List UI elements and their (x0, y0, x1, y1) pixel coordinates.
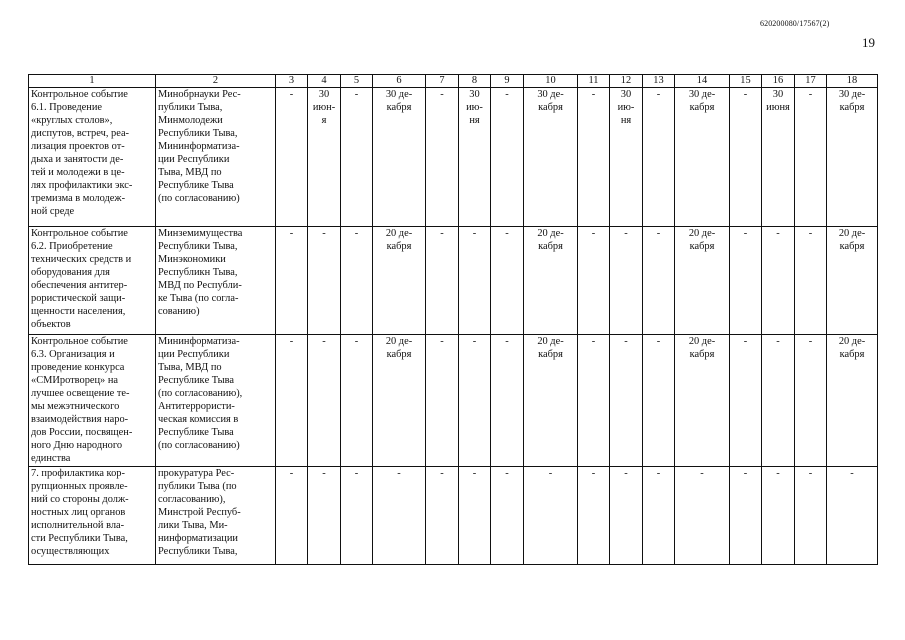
cell-line: - (505, 468, 509, 479)
cell-line: проведение конкурса (31, 362, 125, 373)
cell-line: тремизма в молодеж- (31, 193, 126, 204)
cell-line: ции Республики (158, 349, 230, 360)
column-header: 7 (426, 75, 459, 88)
deadline-cell (643, 467, 675, 565)
cell-line: согласованию), (158, 494, 226, 505)
cell-line: кабря (689, 102, 715, 113)
cell-line: - (289, 89, 294, 100)
document-id: 620200080/17567(2) (760, 19, 830, 28)
cell-line: - (808, 228, 813, 239)
deadline-cell (762, 227, 795, 335)
deadline-cell (643, 88, 675, 227)
cell-line: рупционных проявле- (31, 481, 128, 492)
cell-line: - (354, 89, 359, 100)
cell-line: кабря (538, 241, 563, 252)
column-header: 14 (675, 75, 730, 88)
cell-line: Минобрнауки Рес- (158, 89, 241, 100)
cell-line: диспутов, встреч, реа- (31, 128, 130, 139)
cell-line: ного Дню народного (31, 440, 123, 451)
deadline-cell (578, 227, 610, 335)
column-header: 11 (578, 75, 610, 88)
cell-line: 20 де- (385, 336, 413, 347)
table-row (29, 88, 878, 227)
column-header: 12 (610, 75, 643, 88)
cell-line: дыха и занятости де- (31, 154, 124, 165)
deadline-cell (308, 88, 341, 227)
cell-line: объектов (31, 319, 71, 330)
deadline-cell (762, 467, 795, 565)
deadline-cell (643, 227, 675, 335)
deadline-cell (308, 335, 341, 467)
cell-line: - (743, 228, 748, 239)
deadline-cell (459, 88, 491, 227)
schedule-table (28, 74, 878, 565)
executors-cell (156, 227, 276, 335)
cell-line: ции Республики (158, 154, 230, 165)
cell-line: лях профилактики экс- (31, 180, 133, 191)
cell-line: 30 де- (838, 89, 866, 100)
deadline-cell (524, 227, 578, 335)
deadline-cell (276, 88, 308, 227)
cell-line: (по согласованию), (158, 388, 243, 399)
cell-line: - (776, 228, 780, 239)
cell-line: - (591, 89, 596, 100)
cell-line: кабря (538, 102, 563, 113)
cell-line: - (289, 336, 294, 347)
cell-line: 30 де- (385, 89, 413, 100)
cell-line: 6.1. Проведение (31, 102, 103, 113)
page-number: 19 (862, 35, 875, 50)
cell-line: (по согласованию) (158, 440, 240, 451)
cell-line: - (700, 468, 704, 479)
event-cell (29, 467, 156, 565)
cell-line: - (354, 228, 359, 239)
cell-line: «круглых столов», (31, 115, 113, 126)
cell-line: Минэкономики (158, 254, 226, 265)
cell-line: - (624, 468, 628, 479)
column-header: 8 (459, 75, 491, 88)
cell-line: - (656, 468, 661, 479)
cell-line: - (505, 89, 509, 100)
deadline-cell (491, 88, 524, 227)
deadline-cell (610, 467, 643, 565)
cell-line: ня (469, 115, 480, 126)
deadline-cell (276, 335, 308, 467)
deadline-cell (827, 88, 878, 227)
deadline-cell (341, 467, 373, 565)
cell-line: - (776, 468, 780, 479)
cell-line: оборудования для (31, 267, 110, 278)
deadline-cell (795, 467, 827, 565)
cell-line: дов России, посвящен- (31, 427, 133, 438)
deadline-cell (524, 467, 578, 565)
deadline-cell (795, 227, 827, 335)
deadline-cell (578, 467, 610, 565)
cell-line: нинформатизации (158, 533, 238, 544)
cell-line: ной среде (31, 206, 75, 217)
cell-line: 6.3. Организация и (31, 349, 115, 360)
cell-line: 20 де- (537, 336, 564, 347)
cell-line: лучшее освещение те- (31, 388, 130, 399)
cell-line: 20 де- (537, 228, 564, 239)
deadline-cell (373, 335, 426, 467)
cell-line: осуществляющих (31, 546, 110, 557)
deadline-cell (730, 88, 762, 227)
cell-line: 7. профилактика кор- (31, 468, 125, 479)
cell-line: - (440, 89, 444, 100)
cell-line: кабря (386, 349, 412, 360)
cell-line: Республики Тыва, (158, 546, 238, 557)
deadline-cell (578, 88, 610, 227)
deadline-cell (675, 88, 730, 227)
deadline-cell (341, 88, 373, 227)
cell-line: - (322, 228, 326, 239)
cell-line: прокуратура Рес- (158, 468, 235, 479)
cell-line: кабря (386, 102, 412, 113)
cell-line: ний со стороны долж- (31, 494, 129, 505)
cell-line: Тыва, МВД по (158, 362, 222, 373)
cell-line: 20 де- (385, 228, 413, 239)
cell-line: взаимодействия наро- (31, 414, 129, 425)
deadline-cell (610, 88, 643, 227)
cell-line: - (505, 228, 509, 239)
column-header: 9 (491, 75, 524, 88)
executors-cell (156, 88, 276, 227)
executors-cell (156, 335, 276, 467)
cell-line: - (354, 468, 359, 479)
deadline-cell (308, 227, 341, 335)
cell-line: - (472, 228, 477, 239)
cell-line: - (656, 89, 661, 100)
cell-line: лизация проектов от- (31, 141, 125, 152)
deadline-cell (675, 467, 730, 565)
deadline-cell (459, 467, 491, 565)
cell-line: - (656, 336, 661, 347)
cell-line: - (776, 336, 780, 347)
deadline-cell (426, 335, 459, 467)
deadline-cell (675, 227, 730, 335)
cell-line: МВД по Республи- (158, 280, 242, 291)
column-header: 1 (29, 75, 156, 88)
deadline-cell (341, 227, 373, 335)
cell-line: Республике Тыва (158, 427, 234, 438)
cell-line: - (440, 228, 444, 239)
cell-line: - (322, 468, 326, 479)
cell-line: Республике Тыва (158, 180, 234, 191)
column-header: 18 (827, 75, 878, 88)
cell-line: - (591, 228, 596, 239)
cell-line: ке Тыва (по согла- (158, 293, 239, 304)
cell-line: Контрольное событие (31, 336, 128, 347)
column-header: 17 (795, 75, 827, 88)
cell-line: июн- (312, 102, 336, 113)
column-header: 3 (276, 75, 308, 88)
cell-line: Минстрой Респуб- (158, 507, 241, 518)
deadline-cell (827, 467, 878, 565)
executors-cell (156, 467, 276, 565)
cell-line: Республики Тыва, (158, 241, 238, 252)
cell-line: кабря (689, 349, 715, 360)
cell-line: 20 де- (838, 228, 866, 239)
cell-line: кабря (839, 349, 865, 360)
cell-line: Мининформатиза- (158, 336, 240, 347)
cell-line: рористической защи- (31, 293, 126, 304)
cell-line: щенности населения, (31, 306, 126, 317)
cell-line: - (591, 336, 596, 347)
cell-line: - (743, 468, 748, 479)
deadline-cell (373, 88, 426, 227)
column-header: 15 (730, 75, 762, 88)
cell-line: - (289, 228, 294, 239)
cell-line: ию- (617, 102, 635, 113)
deadline-cell (730, 335, 762, 467)
cell-line: Минмолодежи (158, 115, 223, 126)
column-header: 6 (373, 75, 426, 88)
cell-line: 30 (772, 89, 784, 100)
cell-line: 30 (620, 89, 632, 100)
deadline-cell (459, 335, 491, 467)
deadline-cell (341, 335, 373, 467)
cell-line: - (397, 468, 401, 479)
cell-line: - (289, 468, 294, 479)
cell-line: лики Тыва, Ми- (158, 520, 228, 531)
cell-line: «СМИротворец» на (31, 375, 119, 386)
cell-line: 30 де- (537, 89, 564, 100)
deadline-cell (675, 335, 730, 467)
cell-line: сти Республики Тыва, (31, 533, 128, 544)
cell-line: кабря (839, 241, 865, 252)
cell-line: Контрольное событие (31, 89, 128, 100)
cell-line: 30 де- (688, 89, 716, 100)
cell-line: - (354, 336, 359, 347)
cell-line: - (591, 468, 596, 479)
cell-line: кабря (689, 241, 715, 252)
cell-line: мы межэтнического (31, 401, 120, 412)
cell-line: июня (766, 102, 790, 113)
cell-line: Тыва, МВД по (158, 167, 222, 178)
cell-line: - (743, 89, 748, 100)
table-row (29, 467, 878, 565)
cell-line: - (808, 89, 813, 100)
cell-line: обеспечения антитер- (31, 280, 128, 291)
deadline-cell (827, 335, 878, 467)
cell-line: 30 (469, 89, 480, 100)
cell-line: - (808, 468, 813, 479)
table-row (29, 227, 878, 335)
column-header: 5 (341, 75, 373, 88)
cell-line: - (808, 336, 813, 347)
cell-line: - (624, 228, 628, 239)
cell-line: - (505, 336, 509, 347)
cell-line: - (322, 336, 326, 347)
cell-line: технических средств и (31, 254, 132, 265)
cell-line: ию- (466, 102, 483, 113)
deadline-cell (610, 227, 643, 335)
deadline-cell (730, 467, 762, 565)
event-cell (29, 88, 156, 227)
cell-line: Антитеррористи- (158, 401, 235, 412)
cell-line: - (440, 336, 444, 347)
cell-line: тей и молодежи в це- (31, 167, 125, 178)
deadline-cell (426, 88, 459, 227)
cell-line: ня (620, 115, 632, 126)
deadline-cell (643, 335, 675, 467)
deadline-cell (762, 335, 795, 467)
cell-line: Контрольное событие (31, 228, 128, 239)
cell-line: 20 де- (688, 336, 716, 347)
cell-line: Минземимущества (158, 228, 243, 239)
cell-line: - (743, 336, 748, 347)
cell-line: Республики Тыва, (158, 128, 238, 139)
deadline-cell (276, 227, 308, 335)
deadline-cell (276, 467, 308, 565)
cell-line: ческая комиссия в (158, 414, 239, 425)
cell-line: кабря (538, 349, 563, 360)
cell-line: - (440, 468, 444, 479)
cell-line: - (624, 336, 628, 347)
deadline-cell (491, 335, 524, 467)
cell-line: - (472, 468, 477, 479)
deadline-cell (578, 335, 610, 467)
column-header: 2 (156, 75, 276, 88)
cell-line: (по согласованию) (158, 193, 240, 204)
table-header-row (29, 75, 878, 88)
column-header: 4 (308, 75, 341, 88)
cell-line: ностных лиц органов (31, 507, 126, 518)
table-row (29, 335, 878, 467)
deadline-cell (426, 467, 459, 565)
deadline-cell (373, 227, 426, 335)
cell-line: Республикн Тыва, (158, 267, 238, 278)
deadline-cell (524, 335, 578, 467)
cell-line: - (850, 468, 854, 479)
deadline-cell (491, 467, 524, 565)
cell-line: Мининформатиза- (158, 141, 240, 152)
deadline-cell (426, 227, 459, 335)
cell-line: - (656, 228, 661, 239)
cell-line: кабря (386, 241, 412, 252)
cell-line: публики Тыва (по (158, 481, 237, 492)
cell-line: 6.2. Приобретение (31, 241, 113, 252)
deadline-cell (524, 88, 578, 227)
cell-line: 20 де- (838, 336, 866, 347)
cell-line: единства (31, 453, 71, 464)
deadline-cell (610, 335, 643, 467)
deadline-cell (730, 227, 762, 335)
cell-line: - (472, 336, 477, 347)
column-header: 16 (762, 75, 795, 88)
cell-line: сованию) (158, 306, 200, 317)
cell-line: 30 (318, 89, 330, 100)
cell-line: кабря (839, 102, 865, 113)
cell-line: публики Тыва, (158, 102, 223, 113)
deadline-cell (827, 227, 878, 335)
event-cell (29, 335, 156, 467)
cell-line: Республикe Тыва (158, 375, 234, 386)
deadline-cell (795, 88, 827, 227)
cell-line: - (548, 468, 553, 479)
column-header: 13 (643, 75, 675, 88)
deadline-cell (762, 88, 795, 227)
cell-line: исполнительной вла- (31, 520, 125, 531)
deadline-cell (459, 227, 491, 335)
deadline-cell (308, 467, 341, 565)
cell-line: 20 де- (688, 228, 716, 239)
event-cell (29, 227, 156, 335)
deadline-cell (795, 335, 827, 467)
cell-line: я (321, 115, 327, 126)
column-header: 10 (524, 75, 578, 88)
deadline-cell (491, 227, 524, 335)
deadline-cell (373, 467, 426, 565)
